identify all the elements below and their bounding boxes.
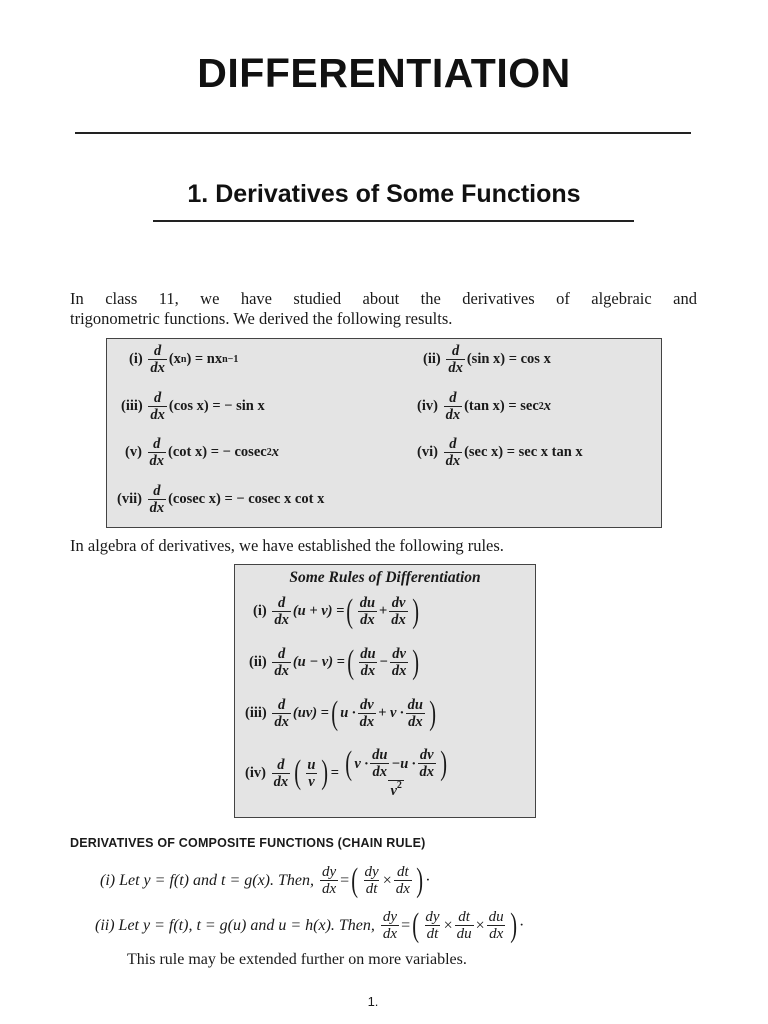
formula-tail: x bbox=[271, 444, 279, 460]
dy-dt-fraction bbox=[363, 864, 381, 897]
denominator: dx bbox=[359, 714, 375, 730]
denominator: dx bbox=[391, 663, 407, 679]
du-dx-fraction bbox=[358, 595, 377, 628]
denominator: dt bbox=[426, 926, 439, 942]
numerator: d bbox=[153, 343, 162, 359]
dv-dx-fraction bbox=[358, 697, 377, 730]
denominator: dx bbox=[382, 926, 398, 942]
numerator: d bbox=[277, 756, 285, 773]
chain-text: (i) Let y = f(t) and t = g(x). Then, bbox=[100, 871, 314, 889]
chain-rule-2 bbox=[95, 906, 525, 944]
times: × bbox=[443, 916, 453, 934]
numerator: dv bbox=[359, 697, 374, 713]
numerator: dy bbox=[425, 909, 440, 925]
denominator: dx bbox=[322, 881, 337, 897]
item-number: (i) bbox=[129, 351, 143, 367]
chain-rule-heading: DERIVATIVES OF COMPOSITE FUNCTIONS (CHAIN RULE) bbox=[70, 836, 426, 850]
right-paren: ) bbox=[509, 906, 517, 944]
denominator: dx bbox=[274, 663, 289, 679]
left-paren: ( bbox=[345, 744, 353, 782]
chain-rule-1 bbox=[100, 861, 431, 899]
denominator: dx bbox=[274, 714, 289, 730]
formula-tail: x bbox=[543, 398, 552, 414]
numerator: d bbox=[451, 343, 460, 359]
right-paren: ) bbox=[440, 744, 448, 782]
intro-line-1: In class 11, we have studied about the derivatives of algebraic and bbox=[70, 289, 697, 308]
denominator: dx bbox=[360, 663, 376, 679]
rules-box bbox=[234, 564, 536, 818]
numerator: d bbox=[449, 390, 457, 406]
u-v-fraction bbox=[305, 757, 317, 790]
denominator: dx bbox=[273, 773, 289, 790]
left-paren: ( bbox=[331, 694, 338, 732]
denominator: dx bbox=[274, 612, 289, 628]
exponent: 2 bbox=[396, 780, 402, 791]
times: × bbox=[382, 871, 392, 889]
denominator: dx bbox=[419, 764, 435, 780]
derivative-item bbox=[423, 343, 551, 376]
rule-lhs: (u − v) = bbox=[292, 654, 345, 670]
numerator: d bbox=[154, 390, 162, 406]
d-dx-fraction bbox=[148, 436, 167, 469]
du-dx-fraction bbox=[370, 747, 389, 780]
du-dx-fraction bbox=[406, 697, 425, 730]
operator: + bbox=[379, 603, 388, 619]
denominator: dx bbox=[445, 407, 461, 423]
numerator: du bbox=[407, 697, 423, 713]
item-number: (vi) bbox=[417, 444, 438, 460]
times: × bbox=[475, 916, 485, 934]
denominator: dx bbox=[360, 612, 375, 628]
section-rule bbox=[153, 220, 634, 222]
item-number: (vii) bbox=[117, 491, 142, 507]
factor-v: v · bbox=[354, 755, 369, 772]
dy-dx-fraction bbox=[381, 909, 399, 942]
denominator: dx bbox=[489, 926, 504, 942]
d-dx-fraction bbox=[272, 595, 291, 628]
formula: (sin x) = cos x bbox=[466, 351, 551, 367]
numerator: du bbox=[488, 909, 504, 925]
left-paren: ( bbox=[347, 643, 354, 681]
denominator: dx bbox=[149, 500, 165, 516]
denominator: dx bbox=[150, 407, 165, 423]
chain-text: (ii) Let y = f(t), t = g(u) and u = h(x). Then, bbox=[95, 916, 375, 934]
numerator: dy bbox=[382, 909, 398, 925]
numerator: dt bbox=[396, 864, 409, 880]
denominator: du bbox=[456, 926, 472, 942]
operator: − bbox=[379, 654, 388, 670]
numerator: dv bbox=[392, 646, 406, 662]
d-dx-fraction bbox=[272, 646, 291, 679]
formula: (cosec x) = − cosec x cot x bbox=[168, 491, 325, 507]
formula: (sec x) = sec x tan x bbox=[464, 444, 583, 460]
du-dx-fraction bbox=[358, 646, 377, 679]
dv-dx-fraction bbox=[389, 595, 408, 628]
numerator: d bbox=[153, 483, 161, 499]
left-paren: ( bbox=[412, 906, 420, 944]
formula: (tan x) = sec bbox=[464, 398, 539, 414]
derivative-item bbox=[121, 390, 265, 423]
item-number: (ii) bbox=[423, 351, 441, 367]
formula: (x bbox=[168, 351, 181, 367]
denominator-v: v bbox=[390, 783, 397, 799]
quotient-numerator bbox=[341, 744, 451, 782]
quotient-fraction bbox=[341, 744, 451, 799]
d-dx-fraction bbox=[272, 757, 291, 790]
numerator: dy bbox=[322, 864, 337, 880]
d-dx-fraction bbox=[444, 390, 463, 423]
equals: = bbox=[340, 871, 350, 889]
dv-dx-fraction bbox=[390, 646, 409, 679]
numerator: d bbox=[153, 436, 161, 452]
numerator: dy bbox=[364, 864, 379, 880]
factor-u: u · bbox=[340, 705, 356, 721]
rule-lhs: (u + v) = bbox=[292, 603, 345, 619]
denominator: dx bbox=[448, 360, 463, 376]
item-number: (iv) bbox=[417, 398, 438, 414]
d-dx-fraction bbox=[148, 343, 167, 376]
rules-title: Some Rules of Differentiation bbox=[289, 569, 481, 586]
basic-derivatives-box bbox=[106, 338, 662, 528]
rule-number: (iv) bbox=[245, 764, 266, 781]
title-rule bbox=[75, 132, 691, 134]
dt-dx-fraction bbox=[394, 864, 412, 897]
d-dx-fraction bbox=[272, 697, 291, 730]
item-number: (iii) bbox=[121, 398, 143, 414]
d-dx-fraction bbox=[148, 483, 167, 516]
denominator: v bbox=[308, 773, 315, 790]
right-paren: ) bbox=[429, 694, 437, 732]
rule-number: (i) bbox=[253, 603, 267, 619]
numerator: du bbox=[372, 747, 388, 763]
page-title: DIFFERENTIATION bbox=[197, 50, 571, 96]
denominator: dx bbox=[391, 612, 406, 628]
intro-line-2: trigonometric functions. We derived the following results. bbox=[70, 309, 453, 328]
numerator: dv bbox=[419, 747, 434, 763]
right-paren: ) bbox=[412, 643, 420, 681]
rule-product bbox=[245, 694, 438, 732]
formula-rhs: ) = nx bbox=[186, 351, 223, 367]
right-paren: ) bbox=[412, 592, 419, 630]
dv-dx-fraction bbox=[418, 747, 437, 780]
dt-du-fraction bbox=[455, 909, 474, 942]
numerator: u bbox=[307, 756, 316, 773]
d-dx-fraction bbox=[148, 390, 167, 423]
left-paren: ( bbox=[346, 592, 354, 630]
numerator: du bbox=[359, 595, 376, 611]
rule-lhs: (uv) = bbox=[292, 705, 329, 721]
equals: = bbox=[330, 764, 340, 781]
right-paren: ) bbox=[321, 754, 329, 791]
numerator: du bbox=[360, 646, 376, 662]
dot: · bbox=[425, 871, 431, 889]
left-paren: ( bbox=[351, 861, 359, 899]
rule-quotient bbox=[245, 744, 453, 799]
denominator: dx bbox=[150, 360, 165, 376]
rule-number: (ii) bbox=[249, 654, 267, 670]
denominator: dx bbox=[445, 453, 461, 469]
derivative-item: (i) $\frac{d}{dx}$ (x n ) = nx n−1 bbox=[129, 343, 239, 376]
derivative-item bbox=[117, 483, 324, 516]
numerator: d bbox=[278, 697, 286, 713]
denominator: dx bbox=[395, 881, 410, 897]
right-paren: ) bbox=[416, 861, 423, 899]
equals: = bbox=[401, 916, 411, 934]
derivative-item bbox=[417, 436, 583, 469]
item-number: (v) bbox=[125, 444, 142, 460]
derivative-item: (v) $\frac{d}{dx}$ (cot x) = − cosec 2 x bbox=[125, 436, 279, 469]
denominator: dx bbox=[372, 764, 387, 780]
rule-difference bbox=[249, 643, 422, 681]
numerator: dv bbox=[391, 595, 406, 611]
numerator: dt bbox=[458, 909, 470, 925]
quotient-denominator bbox=[388, 780, 403, 799]
numerator: d bbox=[277, 595, 286, 611]
d-dx-fraction bbox=[444, 436, 463, 469]
algebra-paragraph: In algebra of derivatives, we have established the following rules. bbox=[70, 536, 504, 555]
numerator: d bbox=[277, 646, 286, 662]
denominator: dx bbox=[408, 714, 423, 730]
dy-dx-fraction bbox=[320, 864, 338, 897]
denominator: dt bbox=[365, 881, 378, 897]
left-paren: ( bbox=[294, 754, 302, 791]
page-number: 1. bbox=[367, 994, 379, 1009]
denominator: dx bbox=[149, 453, 165, 469]
formula: (cos x) = − sin x bbox=[168, 398, 265, 414]
chain-rule-note: This rule may be extended further on more variables. bbox=[127, 951, 467, 968]
dy-dt-fraction bbox=[423, 909, 441, 942]
du-dx-fraction bbox=[487, 909, 506, 942]
minus-u: −u · bbox=[391, 755, 416, 772]
formula: (cot x) = − cosec bbox=[168, 444, 267, 460]
section-title: 1. Derivatives of Some Functions bbox=[187, 180, 581, 208]
rule-sum bbox=[253, 592, 421, 630]
derivative-item: (iv) $\frac{d}{dx}$ (tan x) = sec 2 x bbox=[417, 390, 552, 423]
plus-v: + v · bbox=[378, 705, 404, 721]
d-dx-fraction bbox=[446, 343, 465, 376]
rule-number: (iii) bbox=[245, 705, 267, 721]
intro-paragraph bbox=[70, 289, 697, 329]
numerator: d bbox=[449, 436, 457, 452]
dot: · bbox=[518, 916, 525, 934]
